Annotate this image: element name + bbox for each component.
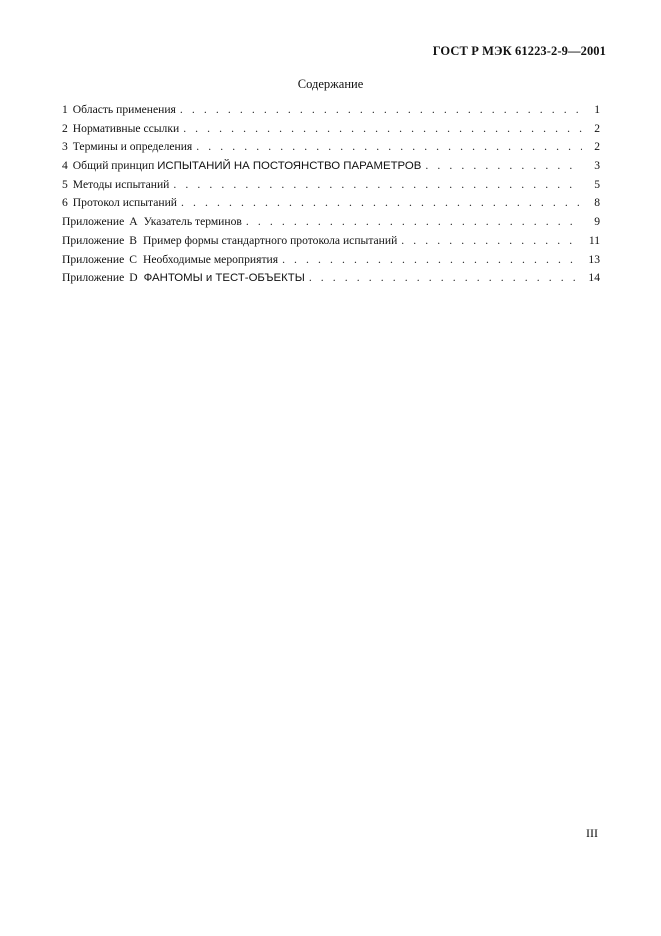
toc-entry-label: [73, 159, 422, 172]
toc-entry-label-caps: ФАНТОМЫ и ТЕСТ-ОБЪЕКТЫ: [143, 272, 305, 285]
toc-entry-label: Протокол испытаний: [72, 196, 178, 210]
toc-appendix-b[interactable]: [62, 234, 600, 253]
dot-leader: [181, 196, 582, 209]
toc-entry-page: 13: [588, 252, 600, 266]
appendix-prefix: Приложение: [62, 233, 125, 247]
toc-entry-number: 6: [62, 196, 68, 210]
appendix-prefix: Приложение: [62, 252, 125, 266]
toc-entry-label: Нормативные ссылки: [72, 121, 180, 135]
toc-appendix-d[interactable]: [62, 271, 600, 290]
appendix-letter: С: [129, 252, 137, 266]
dot-leader: [401, 234, 582, 247]
dot-leader: [282, 253, 582, 266]
toc-entry-label: Методы испытаний: [72, 177, 170, 191]
dot-leader: [425, 159, 582, 172]
appendix-prefix: Приложение: [62, 215, 125, 229]
toc-entry-page: 1: [594, 103, 600, 116]
toc-appendix-a[interactable]: [62, 215, 600, 234]
dot-leader: [309, 271, 582, 284]
toc-entry-page: 8: [594, 196, 600, 210]
toc-entry-number: 2: [62, 121, 68, 135]
toc-entry-label: Указатель терминов: [143, 215, 242, 229]
page-number: III: [586, 826, 598, 840]
dot-leader: [246, 215, 582, 228]
toc-entry-6[interactable]: [62, 196, 600, 215]
appendix-letter: D: [129, 271, 138, 285]
toc-entry-label: Область применения: [72, 103, 176, 116]
toc-entry-3[interactable]: [62, 140, 600, 159]
toc-appendix-c[interactable]: [62, 253, 600, 272]
document-code-header: ГОСТ Р МЭК 61223-2-9—2001: [432, 44, 606, 58]
toc-entry-page: 9: [594, 215, 600, 229]
toc-entry-label-text: Общий принцип: [72, 159, 155, 173]
toc-entry-2[interactable]: [62, 122, 600, 141]
toc-entry-4[interactable]: [62, 159, 600, 178]
toc-entry-5[interactable]: [62, 178, 600, 197]
toc-entry-label: Пример формы стандартного протокола испытаний: [142, 233, 398, 247]
toc-entry-number: 5: [62, 177, 68, 191]
dot-leader: [173, 178, 582, 191]
toc-entry-label: Термины и определения: [72, 140, 193, 154]
toc-entry-label-caps: ИСПЫТАНИЙ НА ПОСТОЯНСТВО ПАРАМЕТРОВ: [157, 160, 422, 173]
appendix-letter: В: [129, 233, 137, 247]
table-of-contents: [62, 103, 600, 290]
appendix-prefix: Приложение: [62, 271, 125, 285]
dot-leader: [196, 140, 582, 153]
toc-entry-page: 3: [594, 159, 600, 173]
toc-entry-number: 4: [62, 159, 68, 173]
toc-entry-label: Необходимые мероприятия: [142, 252, 279, 266]
dot-leader: [183, 122, 582, 135]
toc-entry-page: 2: [594, 140, 600, 154]
toc-entry-page: 11: [588, 233, 600, 247]
toc-entry-number: 3: [62, 140, 68, 154]
toc-entry-page: 5: [594, 177, 600, 191]
toc-entry-page: 2: [594, 121, 600, 135]
toc-entry-1[interactable]: [62, 103, 600, 122]
dot-leader: [180, 103, 582, 116]
toc-entry-page: 14: [588, 271, 600, 285]
toc-title: Содержание: [297, 77, 364, 91]
toc-entry-number: 1: [62, 103, 68, 116]
appendix-letter: А: [129, 215, 138, 229]
